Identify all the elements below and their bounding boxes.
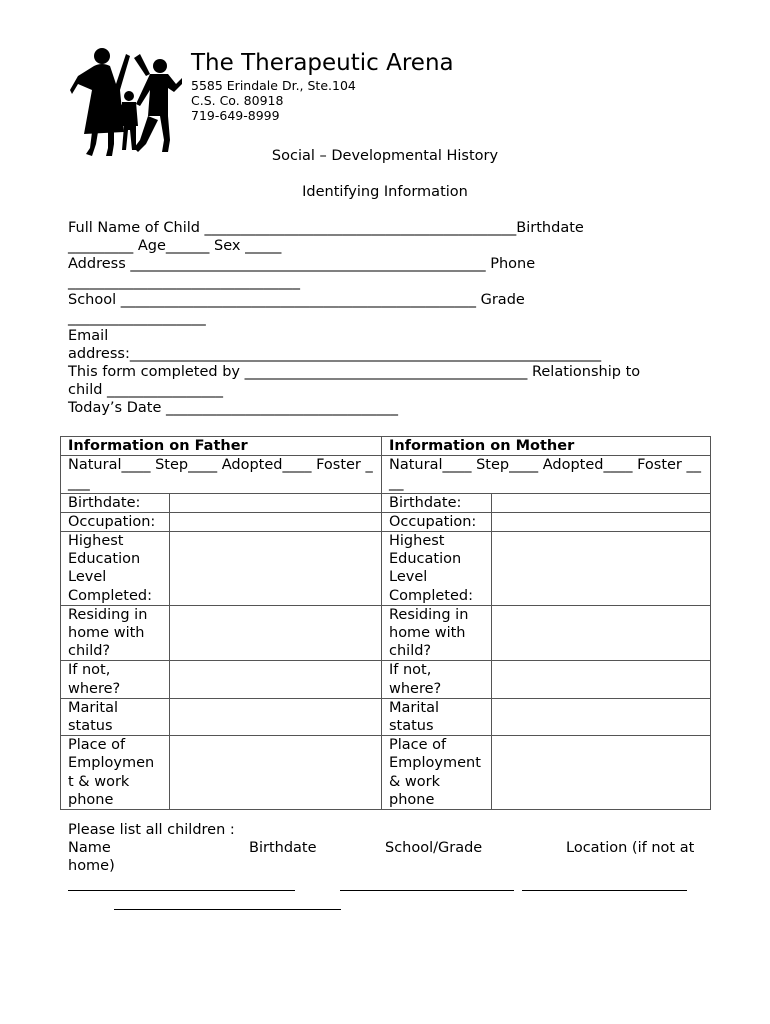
- section-title: Identifying Information: [302, 184, 468, 200]
- mother-employment-label: Place of Employment & work phone: [382, 736, 492, 810]
- father-where-label: If not, where?: [61, 661, 170, 698]
- family-logo-icon: [64, 44, 182, 160]
- child-location-blank[interactable]: [114, 909, 341, 910]
- email-field[interactable]: address:_________________________________________________________________: [68, 346, 602, 362]
- school-field[interactable]: School _________________________________________________ Grade: [68, 292, 525, 308]
- mother-where-input[interactable]: [492, 661, 711, 698]
- phone-field[interactable]: ________________________________: [68, 274, 300, 290]
- mother-where-label: If not, where?: [382, 661, 492, 698]
- father-residing-input[interactable]: [170, 605, 382, 661]
- father-marital-input[interactable]: [170, 698, 382, 735]
- parents-info-table: [60, 436, 711, 810]
- table-row: [61, 698, 711, 735]
- father-birthdate-label: Birthdate:: [61, 493, 170, 512]
- mother-birthdate-input[interactable]: [492, 493, 711, 512]
- address-field[interactable]: Address _________________________________________________ Phone: [68, 256, 536, 272]
- mother-residing-input[interactable]: [492, 605, 711, 661]
- table-row: [61, 605, 711, 661]
- address-street: 5585 Erindale Dr., Ste.104: [191, 78, 356, 93]
- col-name-header: Name: [68, 840, 111, 856]
- table-row: [61, 512, 711, 531]
- mother-marital-input[interactable]: [492, 698, 711, 735]
- children-prompt: Please list all children :: [68, 822, 235, 838]
- child-name-field[interactable]: Full Name of Child ___________________________________________Birthdate: [68, 220, 584, 236]
- father-education-input[interactable]: [170, 532, 382, 606]
- organization-name: The Therapeutic Arena: [191, 50, 454, 76]
- table-row: [61, 493, 711, 512]
- mother-education-input[interactable]: [492, 532, 711, 606]
- father-occupation-label: Occupation:: [61, 512, 170, 531]
- mother-occupation-label: Occupation:: [382, 512, 492, 531]
- child-name-blank[interactable]: [68, 890, 295, 891]
- mother-marital-label: Marital status: [382, 698, 492, 735]
- child-birthdate-blank[interactable]: [340, 890, 514, 891]
- mother-education-label: Highest Education Level Completed:: [382, 532, 492, 606]
- mother-header: Information on Mother: [382, 437, 711, 456]
- father-residing-label: Residing in home with child?: [61, 605, 170, 661]
- age-sex-field[interactable]: _________ Age______ Sex _____: [68, 238, 282, 254]
- child-school-blank[interactable]: [522, 890, 687, 891]
- father-marital-label: Marital status: [61, 698, 170, 735]
- mother-employment-input[interactable]: [492, 736, 711, 810]
- father-education-label: Highest Education Level Completed:: [61, 532, 170, 606]
- father-where-input[interactable]: [170, 661, 382, 698]
- col-location-header-cont: home): [68, 858, 115, 874]
- grade-field[interactable]: ___________________: [68, 310, 206, 326]
- father-birthdate-input[interactable]: [170, 493, 382, 512]
- col-birthdate-header: Birthdate: [249, 840, 317, 856]
- mother-residing-label: Residing in home with child?: [382, 605, 492, 661]
- father-header: Information on Father: [61, 437, 382, 456]
- mother-relation-options[interactable]: Natural____ Step____ Adopted____ Foster ____: [382, 456, 711, 493]
- email-label: Email: [68, 328, 109, 344]
- org-phone: 719-649-8999: [191, 108, 280, 123]
- mother-birthdate-label: Birthdate:: [382, 493, 492, 512]
- col-school-header: School/Grade: [385, 840, 483, 856]
- address-city: C.S. Co. 80918: [191, 93, 284, 108]
- table-row: [61, 736, 711, 810]
- father-relation-options[interactable]: Natural____ Step____ Adopted____ Foster ____: [61, 456, 382, 493]
- mother-occupation-input[interactable]: [492, 512, 711, 531]
- col-location-header: Location (if not at: [566, 840, 695, 856]
- form-title: Social – Developmental History: [271, 148, 499, 164]
- father-employment-input[interactable]: [170, 736, 382, 810]
- table-row: [61, 661, 711, 698]
- relationship-field[interactable]: child ________________: [68, 382, 224, 398]
- father-employment-label: Place of Employmen t & work phone: [61, 736, 170, 810]
- table-row: [61, 532, 711, 606]
- todays-date-field[interactable]: Today’s Date ________________________________: [68, 400, 398, 416]
- father-occupation-input[interactable]: [170, 512, 382, 531]
- completed-by-field[interactable]: This form completed by _______________________________________ Relationship to: [68, 364, 641, 380]
